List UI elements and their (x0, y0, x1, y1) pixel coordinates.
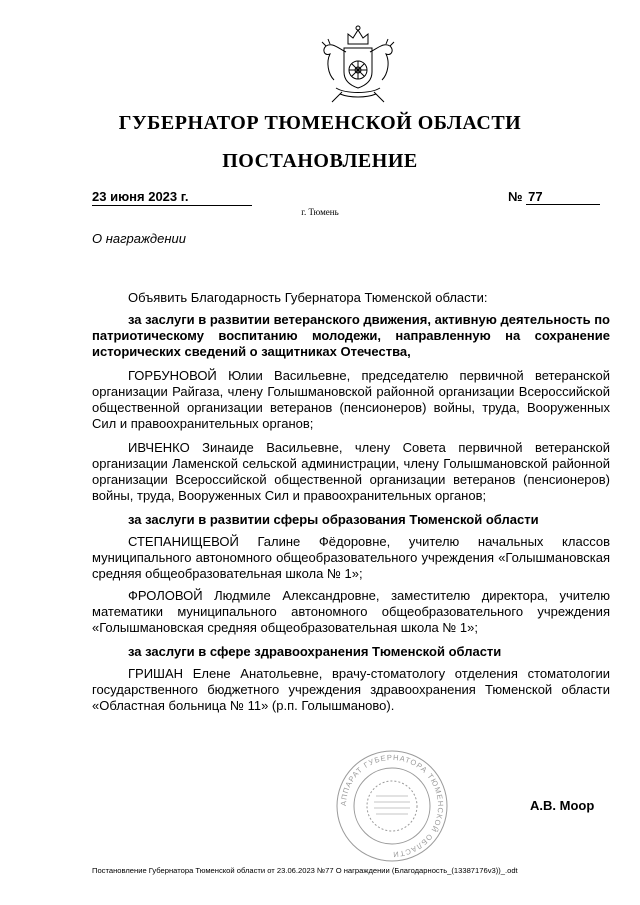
svg-text:АППАРАТ ГУБЕРНАТОРА ТЮМЕНСКОЙ (339, 753, 445, 859)
document-subject: О награждении (92, 231, 186, 246)
document-body (92, 290, 610, 714)
official-stamp-icon (334, 748, 450, 864)
signer-name: А.В. Моор (530, 798, 595, 813)
city: г. Тюмень (301, 207, 339, 217)
award-paragraph: СТЕПАНИЩЕВОЙ Галине Фёдоровне, учителю начальных классов муниципального автономного общеобразовательного учреждения «Голышмановская средняя общеобразовательная школа № 1»; (92, 534, 610, 581)
intro-paragraph: Объявить Благодарность Губернатора Тюменской области: (128, 290, 488, 305)
section-heading: за заслуги в развитии ветеранского движения, активную деятельность по патриотическому воспитанию молодежи, направленную на сохранение исторических сведений о защитниках Отечества, (92, 312, 610, 359)
award-paragraph: ФРОЛОВОЙ Людмиле Александровне, заместителю директора, учителю математики муниципального автономного общеобразовательного учреждения «Голышмановская средняя общеобразовательная школа № 1»; (92, 588, 610, 635)
number-sign: № (508, 189, 523, 204)
document-number (508, 189, 600, 205)
award-paragraph: ГРИШАН Елене Анатольевне, врачу-стоматологу отделения стоматологии государственного бюджетного учреждения здравоохранения Тюменской области «Областная больница № 11» (р.п. Голышманово). (92, 666, 610, 713)
section-heading: за заслуги в сфере здравоохранения Тюменской области (128, 644, 502, 659)
document-date: 23 июня 2023 г. (92, 189, 252, 206)
number-value: 77 (526, 189, 600, 205)
stamp-text: АППАРАТ ГУБЕРНАТОРА ТЮМЕНСКОЙ ОБЛАСТИ (338, 752, 446, 860)
coat-of-arms-icon (312, 22, 404, 110)
document-type: ПОСТАНОВЛЕНИЕ (222, 150, 418, 172)
award-paragraph: ГОРБУНОВОЙ Юлии Васильевне, председателю первичной ветеранской организации Райгаза, члену Голышмановской районной организации Всероссийской общественной организации ветеранов (пенсионеров) войны, труда, Вооруженных Сил и правоохранительных органов; (92, 368, 610, 431)
footer-note: Постановление Губернатора Тюменской области от 23.06.2023 №77 О награждении (Благодарность_(13387176v3))_.odt (92, 866, 518, 875)
authority-title: ГУБЕРНАТОР ТЮМЕНСКОЙ ОБЛАСТИ (118, 112, 522, 134)
section-heading: за заслуги в развитии сферы образования Тюменской области (128, 512, 539, 527)
award-paragraph: ИВЧЕНКО Зинаиде Васильевне, члену Совета первичной ветеранской организации Ламенской сельской администрации, члену Голышмановской районной организации Всероссийской общественной организации ветеранов (пенсионеров) войны, труда, Вооруженных Сил и правоохранительных органов; (92, 440, 610, 503)
